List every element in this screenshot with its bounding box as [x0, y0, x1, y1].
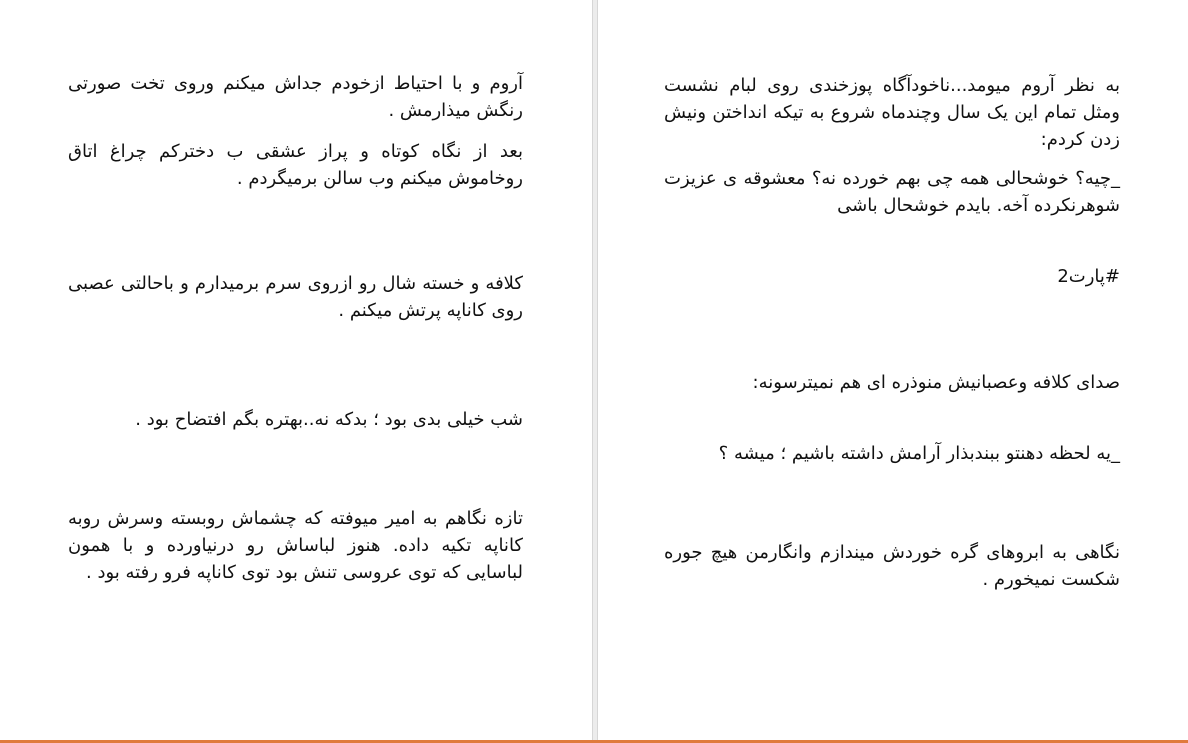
paragraph: بعد از نگاه کوتاه و پراز عشقی ب دخترکم چراغ اتاق روخاموش میکنم وب سالن برمیگردم . [68, 141, 523, 189]
paragraph: به نظر آروم میومد...ناخودآگاه پوزخندی روی لبام نشست ومثل تمام این یک سال وچندماه شروع به تیکه انداختن ونیش زدن کردم: [664, 75, 1120, 150]
paragraph: تازه نگاهم به امیر میوفته که چشماش روبسته وسرش روبه کاناپه تکیه داده. هنوز لباساش رو درنیاورده و با همون لباسایی که توی عروسی تنش بود توی کاناپه فرو رفته بود . [68, 508, 523, 583]
paragraph: شب خیلی بدی بود ؛ بدکه نه..بهتره بگم افتضاح بود . [135, 409, 523, 430]
left-page [0, 0, 593, 740]
paragraph: کلافه و خسته شال رو ازروی سرم برمیدارم و باحالتی عصبی روی کاناپه پرتش میکنم . [68, 273, 523, 321]
part-heading: #پارت2 [1057, 266, 1120, 287]
paragraph: _چیه؟ خوشحالی همه چی بهم خورده نه؟ معشوقه ی عزیزت شوهرنکرده آخه. بایدم خوشحال باشی [664, 168, 1120, 216]
paragraph: آروم و با احتیاط ازخودم جداش میکنم وروی تخت صورتی رنگش میذارمش . [68, 73, 523, 121]
paragraph: صدای کلافه وعصبانیش منوذره ای هم نمیترسونه: [752, 372, 1120, 393]
paragraph: نگاهی به ابروهای گره خوردش میندازم وانگارمن هیچ جوره شکست نمیخورم . [664, 542, 1120, 590]
right-page [597, 0, 1188, 740]
paragraph: _یه لحظه دهنتو ببندبذار آرامش داشته باشیم ؛ میشه ؟ [718, 443, 1120, 464]
